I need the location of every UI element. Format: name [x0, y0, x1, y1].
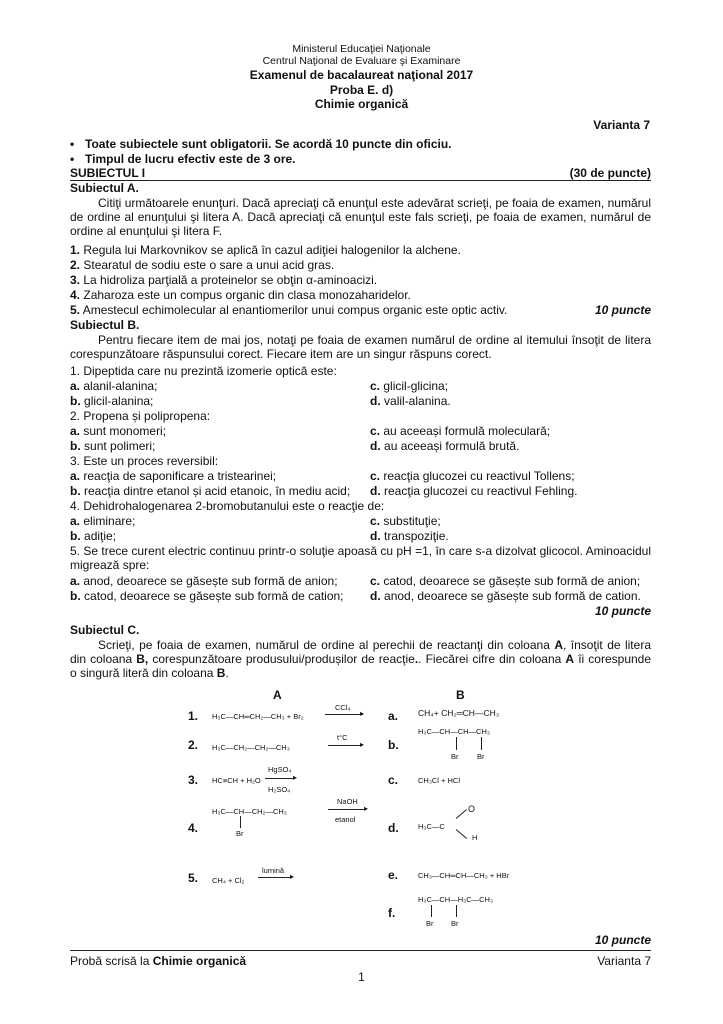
column-b-header: B: [456, 688, 465, 702]
reaction-num-4: 4.: [188, 821, 199, 835]
product-letter-e: e.: [388, 868, 399, 882]
subB-q2-b: b. sunt polimeri;: [70, 439, 156, 453]
subB-q3-c: c. reacţia glucozei cu reactivul Tollens;: [370, 469, 575, 483]
rule-1: Toate subiectele sunt obligatorii. Se acordă 10 puncte din oficiu.: [85, 137, 452, 151]
subB-q2: 2. Propena și polipropena:: [70, 409, 211, 423]
proba-title: Proba E. d): [329, 83, 394, 97]
subC-points: 10 puncte: [594, 933, 651, 947]
arrow-3: [265, 778, 295, 779]
subB-q1-b: b. glicil-alanina;: [70, 394, 154, 408]
product-f-br1: Br: [426, 919, 434, 928]
subB-q1-a: a. alanil-alanina;: [70, 379, 158, 393]
bullet: •: [70, 152, 75, 166]
product-f: H₃C—CH—H₃C—CH₃: [418, 895, 493, 904]
subB-q5-b: b. catod, deoarece se găsește sub formă de cation;: [70, 589, 344, 603]
subB-intro: Pentru fiecare item de mai jos, notaţi pe foaia de examen numărul de ordine al itemului însoţit de litera corespunzătoare răspunsului corect. Fiecare item are un singur răspuns corect.: [70, 333, 651, 361]
subB-title: Subiectul B.: [70, 318, 140, 332]
bullet: •: [70, 137, 75, 151]
product-letter-d: d.: [388, 821, 399, 835]
subC-intro: Scrieţi, pe foaia de examen, numărul de ordine al perechii de reactanţi din coloana A, însoţit de litera din coloana B, corespunzătoare produsului/produșilor de reacţie.. Fiecărei cifre din coloana A îi corespunde o singură literă din coloana B.: [70, 638, 652, 680]
subB-q1-c: c. glicil-glicina;: [370, 379, 449, 393]
bond-4: [240, 816, 241, 828]
subA-intro: Citiţi următoarele enunţuri. Dacă apreciaţi că enunţul este adevărat scrieţi, pe foaia de examen, numărul de ordine al enunţului şi litera A. Dacă apreciaţi că enunţul este fals scrieţi, pe foaia de examen, numărul de ordine al enunţului şi litera F.: [70, 196, 651, 238]
subA-item-5: 5. Amestecul echimolecular al enantiomerilor unui compus organic este optic activ.: [70, 303, 508, 317]
footer-variant: Varianta 7: [597, 954, 651, 968]
subB-q5: 5. Se trece curent electric continuu printr-o soluţie apoasă cu pH =1, în care s-a dizolvat glicocol. Aminoacidul migrează spre:: [70, 544, 651, 572]
subB-q5-a: a. anod, deoarece se găsește sub formă de anion;: [70, 574, 338, 588]
condition-3-bottom: H₂SO₄: [268, 785, 291, 794]
subA-points: 10 puncte: [594, 303, 651, 317]
product-letter-c: c.: [388, 773, 399, 787]
arrow-4: [328, 809, 366, 810]
subA-item-4: 4. Zaharoza este un compus organic din clasa monozaharidelor.: [70, 288, 411, 302]
page-number: 1: [358, 970, 365, 984]
bond-f2: [456, 905, 457, 917]
section-title: SUBIECTUL I: [70, 166, 146, 180]
subB-q4: 4. Dehidrohalogenarea 2-bromobutanului este o reacţie de:: [70, 499, 385, 513]
product-c: CH₃Cl + HCl: [418, 776, 461, 785]
subB-q4-a: a. eliminare;: [70, 514, 136, 528]
column-a-header: A: [273, 688, 282, 702]
reactant-2: H₃C—CH₂—CH₂—CH₃: [212, 743, 290, 752]
condition-4-top: NaOH: [337, 797, 358, 806]
section-points: (30 de puncte): [569, 166, 651, 180]
product-e: CH₃—CH═CH—CH₃ + HBr: [418, 871, 510, 880]
footer-left: Probă scrisă la Chimie organică: [70, 954, 247, 968]
product-letter-b: b.: [388, 738, 399, 752]
footer-divider: [70, 950, 651, 951]
section-underline: [70, 180, 651, 181]
arrow-head: ▸: [360, 709, 365, 718]
condition-5: lumină: [262, 866, 285, 875]
subB-q2-c: c. au aceeași formulă moleculară;: [370, 424, 551, 438]
subB-q4-b: b. adiţie;: [70, 529, 117, 543]
subA-item-2: 2. Stearatul de sodiu este o sare a unui acid gras.: [70, 258, 335, 272]
evaluation-center: Centrul Naţional de Evaluare şi Examinare: [262, 55, 461, 67]
subB-q3-d: d. reacţia glucozei cu reactivul Fehling.: [370, 484, 578, 498]
reactant-4-br: Br: [236, 829, 244, 838]
product-b: H₃C—CH—CH—CH₃: [418, 727, 490, 736]
reaction-num-5: 5.: [188, 871, 199, 885]
subB-q3: 3. Este un proces reversibil:: [70, 454, 219, 468]
reaction-num-2: 2.: [188, 738, 199, 752]
bond-b2: [481, 737, 482, 750]
subB-q1: 1. Dipeptida care nu prezintă izomerie optică este:: [70, 364, 337, 378]
product-letter-a: a.: [388, 709, 399, 723]
reactant-1: H₃C—CH═CH₂—CH₃ + Br₂: [212, 712, 304, 721]
arrow-2: [328, 745, 362, 746]
subC-title: Subiectul C.: [70, 623, 140, 637]
product-d-h: H: [472, 833, 478, 842]
ministry: Ministerul Educaţiei Naţionale: [292, 43, 431, 55]
condition-1: CCl₄: [335, 703, 351, 712]
subB-q4-d: d. transpoziţie.: [370, 529, 449, 543]
product-a: CH₄+ CH₂═CH—CH₃: [418, 708, 500, 718]
bond-d-o: [456, 809, 467, 819]
subA-item-3: 3. La hidroliza parţială a proteinelor se obţin α-aminoacizi.: [70, 273, 378, 287]
condition-4-bottom: etanol: [335, 815, 356, 824]
product-letter-f: f.: [388, 906, 396, 920]
reaction-num-3: 3.: [188, 773, 199, 787]
product-b-br2: Br: [477, 752, 485, 761]
reactant-3: HC≡CH + H₂O: [212, 776, 261, 785]
bond-b1: [456, 737, 457, 750]
reactant-5: CH₄ + Cl₂: [212, 876, 245, 885]
subB-q2-a: a. sunt monomeri;: [70, 424, 167, 438]
subB-q4-c: c. substituţie;: [370, 514, 441, 528]
subB-q5-c: c. catod, deoarece se găsește sub formă de anion;: [370, 574, 641, 588]
product-d: H₃C—C: [418, 822, 445, 831]
product-b-br1: Br: [451, 752, 459, 761]
subA-item-1: 1. Regula lui Markovnikov se aplică în cazul adiţiei halogenilor la alchene.: [70, 243, 461, 257]
condition-3-top: HgSO₄: [268, 765, 292, 774]
exam-title: Examenul de bacalaureat naţional 2017: [249, 68, 474, 82]
arrow-head: ▸: [293, 773, 298, 782]
arrow-1: [325, 714, 363, 715]
product-f-br2: Br: [451, 919, 459, 928]
arrow-head: ▸: [290, 872, 295, 881]
bond-f1: [431, 905, 432, 917]
variant-label: Varianta 7: [593, 118, 650, 132]
arrow-head: ▸: [360, 740, 365, 749]
subB-q1-d: d. valil-alanina.: [370, 394, 451, 408]
rule-2: Timpul de lucru efectiv este de 3 ore.: [85, 152, 296, 166]
subB-q3-b: b. reacţia dintre etanol și acid etanoic, în mediu acid;: [70, 484, 351, 498]
subB-q5-d: d. anod, deoarece se găsește sub formă de cation.: [370, 589, 641, 603]
subject-title: Chimie organică: [314, 97, 409, 111]
subB-q2-d: d. au aceeași formulă brută.: [370, 439, 520, 453]
subA-title: Subiectul A.: [70, 181, 139, 195]
arrow-5: [258, 877, 292, 878]
condition-2: t°C: [337, 733, 348, 742]
subB-q3-a: a. reacţia de saponificare a tristearinei;: [70, 469, 277, 483]
arrow-head: ▸: [364, 804, 369, 813]
product-d-o: O: [468, 804, 476, 814]
bond-d-h: [456, 829, 467, 839]
reactant-4: H₃C—CH—CH₂—CH₃: [212, 807, 287, 816]
subB-points: 10 puncte: [594, 604, 651, 618]
reaction-num-1: 1.: [188, 709, 199, 723]
